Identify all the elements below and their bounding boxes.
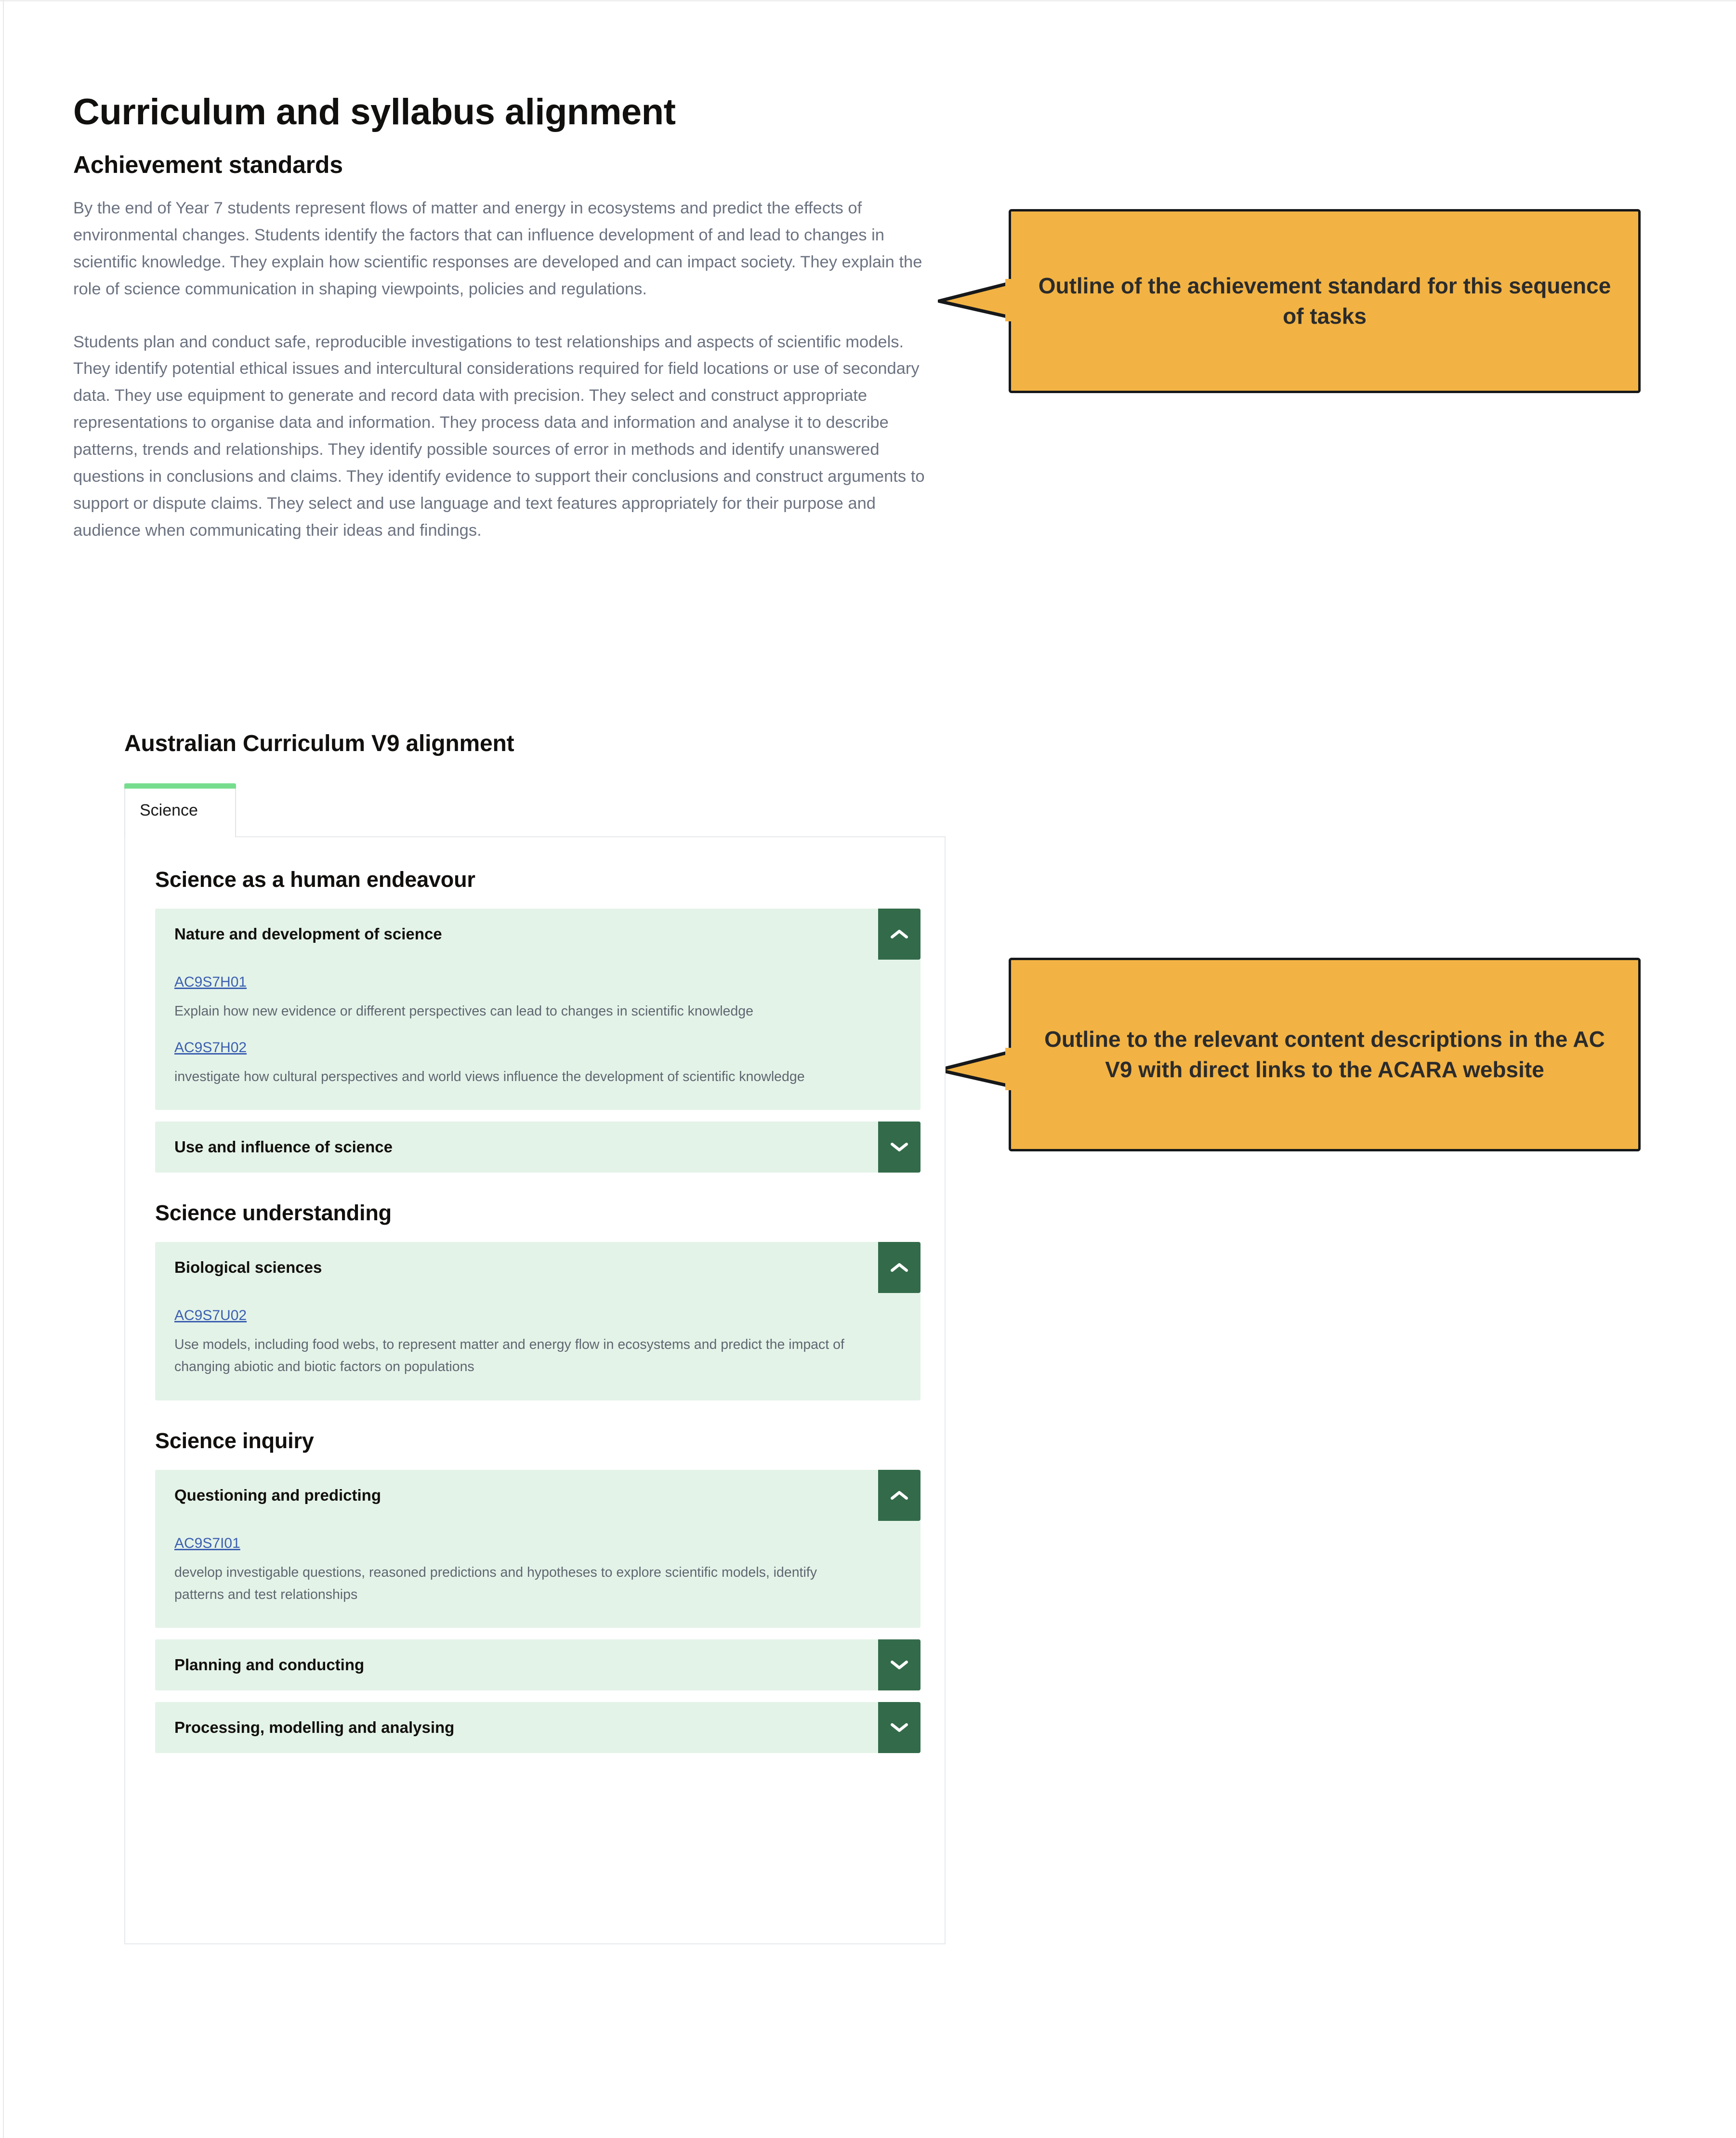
annotation-callout-content-descriptions (1009, 958, 1641, 1151)
achievement-paragraph-2: Students plan and conduct safe, reproducible investigations to test relationships and aspects of scientific models. They identify potential ethical issues and intercultural considerations required for field locations or use of secondary data. They use equipment to generate and record data with precision. They select and construct appropriate representations to organise data and information. They process data and information and analyse it to describe patterns, trends and relationships. They identify possible sources of error in methods and identify unanswered questions in conclusions and claims. They identify evidence to support their conclusions and construct arguments to support or dispute claims. They select and use language and text features appropriately for their purpose and audience when communicating their ideas and findings. (73, 332, 925, 540)
accordion-body (155, 1291, 921, 1400)
content-description-link[interactable]: AC9S7U02 (174, 1307, 247, 1324)
curriculum-alignment-heading: Australian Curriculum V9 alignment (124, 731, 514, 756)
callout-tail-icon (938, 1048, 1011, 1090)
content-description-text: develop investigable questions, reasoned predictions and hypotheses to explore scientific models, identify patterns and test relationships (174, 1564, 817, 1602)
strand-title-human-endeavour: Science as a human endeavour (155, 867, 475, 892)
accordion-planning-and-conducting (155, 1639, 921, 1690)
chevron-up-icon[interactable] (878, 909, 921, 960)
achievement-standards-heading: Achievement standards (73, 151, 343, 179)
accordion-body (155, 1519, 921, 1628)
achievement-paragraph-1: By the end of Year 7 students represent flows of matter and energy in ecosystems and predict the effects of environmental changes. Students identify the factors that can influence development of and lead to changes in scientific knowledge. They explain how scientific responses are developed and can impact society. They explain the role of science communication in shaping viewpoints, policies and regulations. (73, 199, 922, 298)
accordion-label: Processing, modelling and analysing (174, 1718, 455, 1736)
tab-science-label: Science (140, 801, 198, 819)
callout-text: Outline to the relevant content descriptions in the AC V9 with direct links to the ACARA website (1044, 1026, 1605, 1082)
accordion-processing-modelling-and-analysing (155, 1702, 921, 1753)
accordion-header[interactable] (155, 1242, 921, 1293)
accordion-header[interactable] (155, 909, 921, 960)
accordion-nature-and-development-of-science (155, 909, 921, 1110)
curriculum-tabbar (124, 783, 946, 837)
content-description-text: investigate how cultural perspectives and world views influence the development of scientific knowledge (174, 1069, 805, 1085)
content-description-link[interactable]: AC9S7H02 (174, 1040, 247, 1056)
content-description-link[interactable]: AC9S7I01 (174, 1535, 240, 1551)
tab-science[interactable] (124, 783, 236, 837)
accordion-header[interactable] (155, 1122, 921, 1173)
chevron-up-icon[interactable] (878, 1242, 921, 1293)
accordion-label: Questioning and predicting (174, 1486, 381, 1504)
chevron-up-icon[interactable] (878, 1470, 921, 1521)
annotation-callout-achievement-standard (1009, 209, 1641, 393)
callout-text: Outline of the achievement standard for this sequence of tasks (1038, 273, 1611, 329)
content-description-text: Explain how new evidence or different perspectives can lead to changes in scientific knowledge (174, 1003, 753, 1019)
chevron-down-icon[interactable] (878, 1122, 921, 1173)
accordion-questioning-and-predicting (155, 1470, 921, 1628)
accordion-body (155, 958, 921, 1110)
chevron-down-icon[interactable] (878, 1702, 921, 1753)
accordion-label: Biological sciences (174, 1258, 322, 1277)
callout-tail-icon (938, 279, 1011, 321)
strand-title-science-understanding: Science understanding (155, 1201, 392, 1226)
curriculum-tabpanel-science (124, 836, 946, 1944)
accordion-header[interactable] (155, 1702, 921, 1753)
strand-title-science-inquiry: Science inquiry (155, 1428, 314, 1453)
curriculum-alignment-section (124, 730, 946, 1944)
page-title: Curriculum and syllabus alignment (73, 92, 676, 132)
content-description-text: Use models, including food webs, to represent matter and energy flow in ecosystems and predict the impact of changing abiotic and biotic factors on populations (174, 1337, 844, 1375)
chevron-down-icon[interactable] (878, 1639, 921, 1690)
accordion-label: Use and influence of science (174, 1138, 393, 1156)
accordion-header[interactable] (155, 1639, 921, 1690)
page-frame-left (3, 0, 4, 2138)
accordion-header[interactable] (155, 1470, 921, 1521)
page-frame-top (0, 0, 1736, 1)
accordion-biological-sciences (155, 1242, 921, 1400)
accordion-use-and-influence-of-science (155, 1122, 921, 1173)
accordion-label: Planning and conducting (174, 1655, 365, 1674)
accordion-label: Nature and development of science (174, 925, 442, 943)
content-description-link[interactable]: AC9S7H01 (174, 974, 247, 990)
document-content (73, 92, 945, 544)
